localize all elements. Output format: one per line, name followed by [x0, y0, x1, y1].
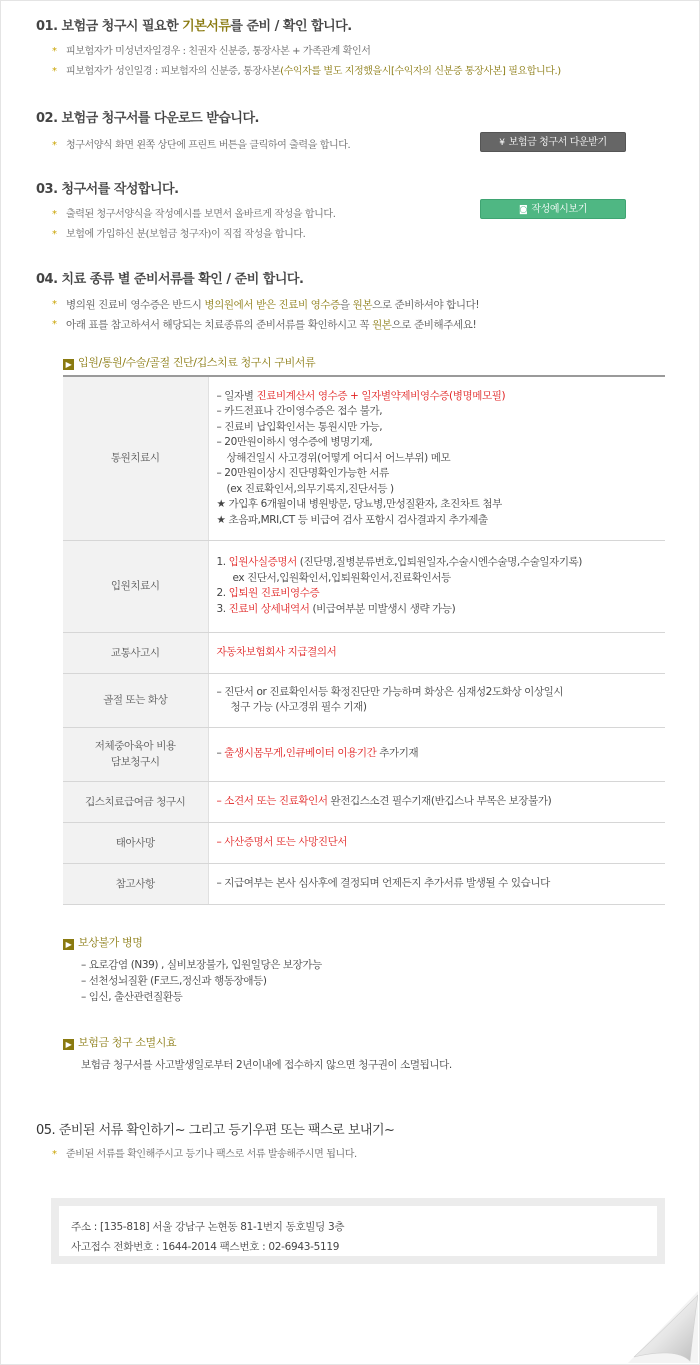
star-icon: * — [52, 299, 57, 310]
table-row — [63, 376, 665, 540]
expiry-subheading: ▶ 보험금 청구 소멸시효 — [63, 1034, 176, 1050]
download-arrow-icon: ¥ — [499, 138, 505, 148]
address-box — [51, 1198, 665, 1264]
table-row — [63, 727, 665, 781]
arrow-box-icon: ▶ — [63, 1039, 74, 1050]
required-documents-table — [63, 375, 665, 905]
page-curl-decoration — [628, 1291, 698, 1363]
download-claim-form-button[interactable]: ¥ 보험금 청구서 다운받기 — [480, 132, 626, 152]
row-label-fetal-death: 태아사망 — [63, 822, 208, 863]
bullet-adult: * 피보험자가 성인일경 : 피보험자의 신분증, 통장사본(수익자를 별도 지정했을시[수익자의 신분증 통장사본] 필요합니다.) — [36, 62, 676, 82]
bullet-refer-table: * 아래 표를 참고하셔서 해당되는 치료종류의 준비서류를 확인하시고 꼭 원본으로 준비해주세요! — [36, 315, 676, 335]
address-line: 주소 : [135-818] 서울 강남구 논현동 81-1번지 동호빌딩 3층 — [71, 1221, 345, 1233]
non-covered-list — [81, 957, 322, 1005]
star-icon: * — [52, 319, 57, 330]
view-icon: ◙ — [519, 205, 528, 215]
star-icon: * — [52, 140, 57, 151]
required-docs-subheading: ▶ 입원/통원/수술/골절 진단/깁스치료 청구시 구비서류 — [63, 354, 315, 370]
star-icon: * — [52, 209, 57, 220]
contact-line: 사고접수 전화번호 : 1644-2014 팩스번호 : 02-6943-5119 — [71, 1241, 340, 1253]
section-3-title: 03. 청구서를 작성합니다. — [36, 182, 179, 197]
row-label-infant: 저체중아육아 비용 담보청구시 — [63, 727, 208, 781]
section-prepare-documents — [36, 268, 676, 335]
bullet-send: * 준비된 서류를 확인해주시고 등기나 팩스로 서류 발송해주시면 됩니다. — [36, 1145, 676, 1165]
bullet-write-example: * 출력된 청구서양식을 작성예시를 보면서 올바르게 작성을 합니다. — [36, 205, 676, 225]
list-item: – 요로감염 (N39) , 실비보장불가, 입원일당은 보장가능 — [81, 959, 322, 971]
row-content-cast: – 소견서 또는 진료확인서 완전깁스소견 필수기재(반깁스나 부목은 보장불가) — [208, 781, 665, 822]
arrow-box-icon: ▶ — [63, 939, 74, 950]
section-basic-documents — [36, 15, 676, 82]
bullet-minor: * 피보험자가 미성년자일경우 : 친권자 신분증, 통장사본 + 가족관계 확인서 — [36, 42, 676, 62]
list-item: – 선천성뇌질환 (F코드,정신과 행동장애등) — [81, 975, 267, 987]
arrow-box-icon: ▶ — [63, 359, 74, 370]
row-content-fetal-death: – 사산증명서 또는 사망진단서 — [208, 822, 665, 863]
table-row — [63, 632, 665, 673]
section-4-title: 04. 치료 종류 별 준비서류를 확인 / 준비 합니다. — [36, 272, 304, 287]
star-icon: * — [52, 66, 57, 77]
row-content-inpatient: 1. 입원사실증명서 (진단명,질병분류번호,입퇴원일자,수술시엔수술명,수술일자기록) ex 진단서,입원확인서,입퇴원확인서,진료확인서등 2. 입퇴원 진료비영수증 3. 진료비 상세내역서 (비급여부분 미발생시 생략 가능) — [208, 540, 665, 632]
table-row — [63, 540, 665, 632]
view-example-button[interactable]: ◙ 작성예시보기 — [480, 199, 626, 219]
section-5-title: 05. 준비된 서류 확인하기~ 그리고 등기우편 또는 팩스로 보내기~ — [36, 1123, 395, 1138]
row-content-infant: – 출생시몸무게,인큐베이터 이용기간 추가기재 — [208, 727, 665, 781]
table-row — [63, 781, 665, 822]
table-row — [63, 863, 665, 904]
bullet-original-receipt: * 병의원 진료비 영수증은 반드시 병의원에서 받은 진료비 영수증을 원본으로 준비하셔야 합니다! — [36, 295, 676, 315]
list-item: – 임신, 출산관련질환등 — [81, 991, 183, 1003]
row-label-traffic: 교통사고시 — [63, 632, 208, 673]
row-label-note: 참고사항 — [63, 863, 208, 904]
star-icon: * — [52, 46, 57, 57]
table-row — [63, 673, 665, 727]
row-content-traffic: 자동차보험회사 지급결의서 — [208, 632, 665, 673]
expiry-text: 보험금 청구서를 사고발생일로부터 2년이내에 접수하지 않으면 청구권이 소멸됩니다. — [81, 1059, 452, 1071]
section-1-title: 01. 보험금 청구시 필요한 기본서류를 준비 / 확인 합니다. — [36, 19, 352, 34]
row-label-outpatient: 통원치료시 — [63, 376, 208, 540]
section-send-documents — [36, 1119, 676, 1165]
non-covered-subheading: ▶ 보상불가 병명 — [63, 934, 142, 950]
star-icon: * — [52, 1149, 57, 1160]
row-content-outpatient: – 일자별 진료비계산서 영수증 + 일자별약제비영수증(병명메모필) – 카드전표나 간이영수증은 접수 불가, – 진료비 납입확인서는 통원시만 가능, – 20만원이하시 영수증에 병명기재, 상해건일시 사고경위(어떻게 어디서 어느부위) 메모 – 20만원이상시 진단명확인가능한 서류 (ex 진료확인서,의무기록지,진단서등 ) ★ 가입후 6개월이내 병원방문, 당뇨병,만성질환자, 초진차트 첨부 ★ 초음파,MRI,CT 등 비급여 검사 포함시 검사결과지 추가제출 — [208, 376, 665, 540]
row-content-note: – 지급여부는 본사 심사후에 결정되며 언제든지 추가서류 발생될 수 있습니다 — [208, 863, 665, 904]
row-content-fracture: – 진단서 or 진료확인서등 확정진단만 가능하며 화상은 심재성2도화상 이상일시 청구 가능 (사고경위 필수 기재) — [208, 673, 665, 727]
star-icon: * — [52, 229, 57, 240]
row-label-fracture: 골절 또는 화상 — [63, 673, 208, 727]
section-2-title: 02. 보험금 청구서를 다운로드 받습니다. — [36, 111, 259, 126]
row-label-inpatient: 입원치료시 — [63, 540, 208, 632]
bullet-print: * 청구서양식 화면 왼쪽 상단에 프린트 버튼을 클릭하여 출력을 합니다. — [36, 136, 676, 156]
table-row — [63, 822, 665, 863]
bullet-write-self: * 보험에 가입하신 분(보험금 청구자)이 직접 작성을 합니다. — [36, 225, 676, 245]
row-label-cast: 깁스치료급여금 청구시 — [63, 781, 208, 822]
